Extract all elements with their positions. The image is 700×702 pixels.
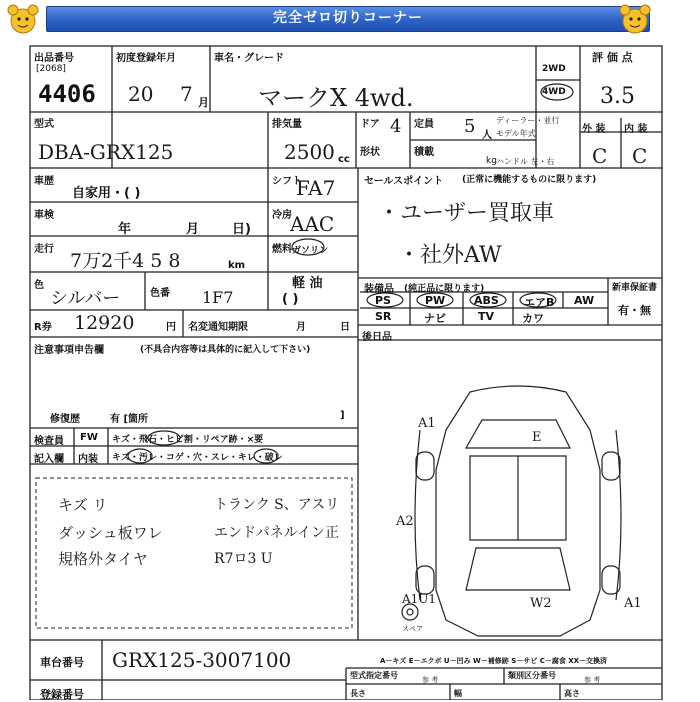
mark-w2: W2 [530, 596, 552, 611]
capacity-label: 定員 [414, 119, 434, 130]
repair-close: ] [340, 410, 345, 421]
inspector-fw-line: キズ・飛石・ヒビ割・リペア跡・×要 [112, 435, 264, 445]
recycle-label: R券 [34, 322, 52, 333]
mark-e: E [532, 430, 542, 445]
equipment-sub: (純正品に限ります) [404, 284, 485, 294]
chassis-value: GRX125-3007100 [112, 648, 292, 672]
sales-point-line2: ・社外AW [398, 243, 502, 268]
chassis-label: 車台番号 [40, 656, 84, 669]
mileage-unit: km [228, 260, 246, 271]
remark-left-3: 規格外タイヤ [58, 550, 148, 568]
model-year-label: モデル年式 [496, 129, 536, 138]
ac-label: 冷房 [272, 210, 292, 221]
exterior-label: 外 装 [582, 124, 606, 135]
drive-4wd: 4WD [542, 87, 566, 97]
remark-right-2: エンドパネルイン正 [214, 525, 340, 541]
fuel-diesel: 軽 油 [292, 276, 323, 291]
title-change-label: 名変通知期限 [188, 322, 248, 333]
remark-left-1: キズ リ [58, 496, 108, 514]
displacement-value: 2500 [284, 140, 335, 164]
doors-label: ドア [360, 119, 380, 130]
rating-label: 評 価 点 [592, 51, 633, 64]
recycle-value: 12920 [74, 312, 135, 334]
interior-label: 内 装 [624, 124, 648, 135]
fuel-gas: ガソリン [292, 246, 329, 256]
drive-2wd: 2WD [542, 64, 566, 74]
repair-label: 修復歴 [50, 414, 80, 425]
model-value: DBA-GRX125 [38, 140, 174, 164]
lot-sub: [2068] [36, 64, 66, 74]
approval-ref: 参 考 [422, 676, 439, 684]
displacement-unit: cc [338, 154, 350, 165]
category-label: 類別区分番号 [508, 671, 556, 680]
car-name-value: マークX 4wd. [258, 84, 414, 112]
equip-pw: PW [425, 294, 446, 307]
first-reg-month: 7 [180, 82, 193, 106]
inspection-label: 車検 [34, 210, 54, 221]
first-reg-label: 初度登録年月 [116, 53, 176, 64]
recycle-unit: 円 [166, 322, 176, 333]
banner-title: 完全ゼロ切りコーナー [273, 10, 423, 26]
inspector-fw: FW [80, 432, 98, 443]
fuel-paren: ( ) [282, 292, 299, 307]
lot-number: 4406 [38, 80, 96, 108]
title-change-day: 日 [340, 322, 350, 333]
title-change-month: 月 [296, 322, 306, 333]
length-label: 長さ [350, 689, 366, 698]
remark-right-1: トランク S、アスリ [214, 497, 340, 513]
color-value: シルバー [50, 288, 121, 309]
shift-label: シフト [272, 176, 302, 187]
inspection-day: 日) [232, 222, 251, 237]
equip-leather: カワ [522, 312, 544, 325]
first-reg-month-unit: 月 [198, 96, 209, 109]
inspector-label: 検査員 [34, 436, 64, 447]
first-reg-year: 20 [128, 82, 154, 106]
mileage-label: 走行 [34, 244, 54, 255]
mileage-value: 7万2千4 5 8 [70, 250, 181, 272]
seat-label: 後日品 [362, 332, 392, 343]
width-label: 幅 [454, 689, 462, 698]
lot-label: 出品番号 [34, 53, 74, 64]
displacement-label: 排気量 [272, 119, 302, 130]
equip-tv: TV [478, 310, 495, 323]
exterior-grade: C [592, 144, 608, 168]
remark-right-3: R7ロ3 U [214, 551, 273, 567]
record-label: 記入欄 [34, 454, 64, 465]
repair-value: 有 [箇所 [110, 414, 149, 425]
color-code: 1F7 [202, 288, 234, 307]
registration-label: 登録番号 [40, 688, 84, 701]
inspection-month: 月 [186, 222, 200, 237]
sales-point-line1: ・ユーザー買取車 [378, 201, 555, 226]
usage-value: 自家用・( ) [72, 186, 141, 201]
notes-sub: (不具合内容等は具体的に記入して下さい) [140, 345, 311, 355]
equip-ps: PS [375, 294, 391, 307]
equip-aw: AW [574, 294, 595, 307]
approval-label: 型式指定番号 [350, 671, 398, 680]
color-label: 色 [34, 280, 44, 291]
height-label: 高さ [564, 689, 580, 698]
sales-point-sub: (正常に機能するものに限ります) [462, 175, 597, 185]
inspection-year: 年 [118, 222, 132, 237]
usage-label: 車歴 [34, 176, 54, 187]
shift-value: FA7 [296, 176, 336, 200]
body-shape-label: 形状 [360, 147, 380, 158]
dealer-label: ディーラー・並行 [496, 116, 560, 125]
load-unit: kg [486, 156, 497, 166]
equipment-label: 装備品 [364, 284, 394, 295]
handle-label: ハンドル 左・右 [496, 157, 555, 166]
mark-a2: A2 [396, 514, 414, 529]
load-label: 積載 [414, 147, 434, 158]
mark-a1-left: A1 [418, 416, 436, 431]
ac-value: AAC [290, 212, 335, 236]
inspector-interior: 内装 [78, 454, 98, 465]
warranty-value: 有・無 [618, 304, 651, 317]
car-name-label: 車名・グレード [214, 53, 284, 64]
fuel-label: 燃料 [272, 244, 292, 255]
doors-value: 4 [390, 116, 402, 137]
category-ref: 参 考 [584, 676, 601, 684]
equip-abs: ABS [474, 294, 499, 307]
capacity-unit: 人 [482, 130, 492, 141]
mark-a1-right: A1 [624, 596, 642, 611]
equip-airbag: エアB [524, 296, 555, 309]
inspector-in-line: キズ・汚レ・コゲ・穴・スレ・キレ・破レ [112, 453, 283, 463]
warranty-label: 新車保証書 [612, 283, 658, 293]
model-label: 型式 [34, 119, 54, 130]
equip-navi: ナビ [424, 312, 446, 325]
mark-a1u1: A1U1 [402, 592, 437, 606]
interior-grade: C [632, 144, 648, 168]
color-code-label: 色番 [150, 288, 170, 299]
sales-point-label: セールスポイント [364, 176, 444, 187]
damage-legend: A－キズ E－エクボ U－凹み W－補修跡 S－サビ C－腐食 XX－交換済 [380, 657, 608, 665]
equip-sr: SR [375, 310, 392, 323]
capacity-value: 5 [464, 116, 476, 137]
remark-left-2: ダッシュ板ワレ [58, 524, 163, 542]
spare-label: スペア [402, 625, 423, 633]
notes-label: 注意事項申告欄 [34, 345, 104, 356]
rating-value: 3.5 [600, 84, 635, 109]
